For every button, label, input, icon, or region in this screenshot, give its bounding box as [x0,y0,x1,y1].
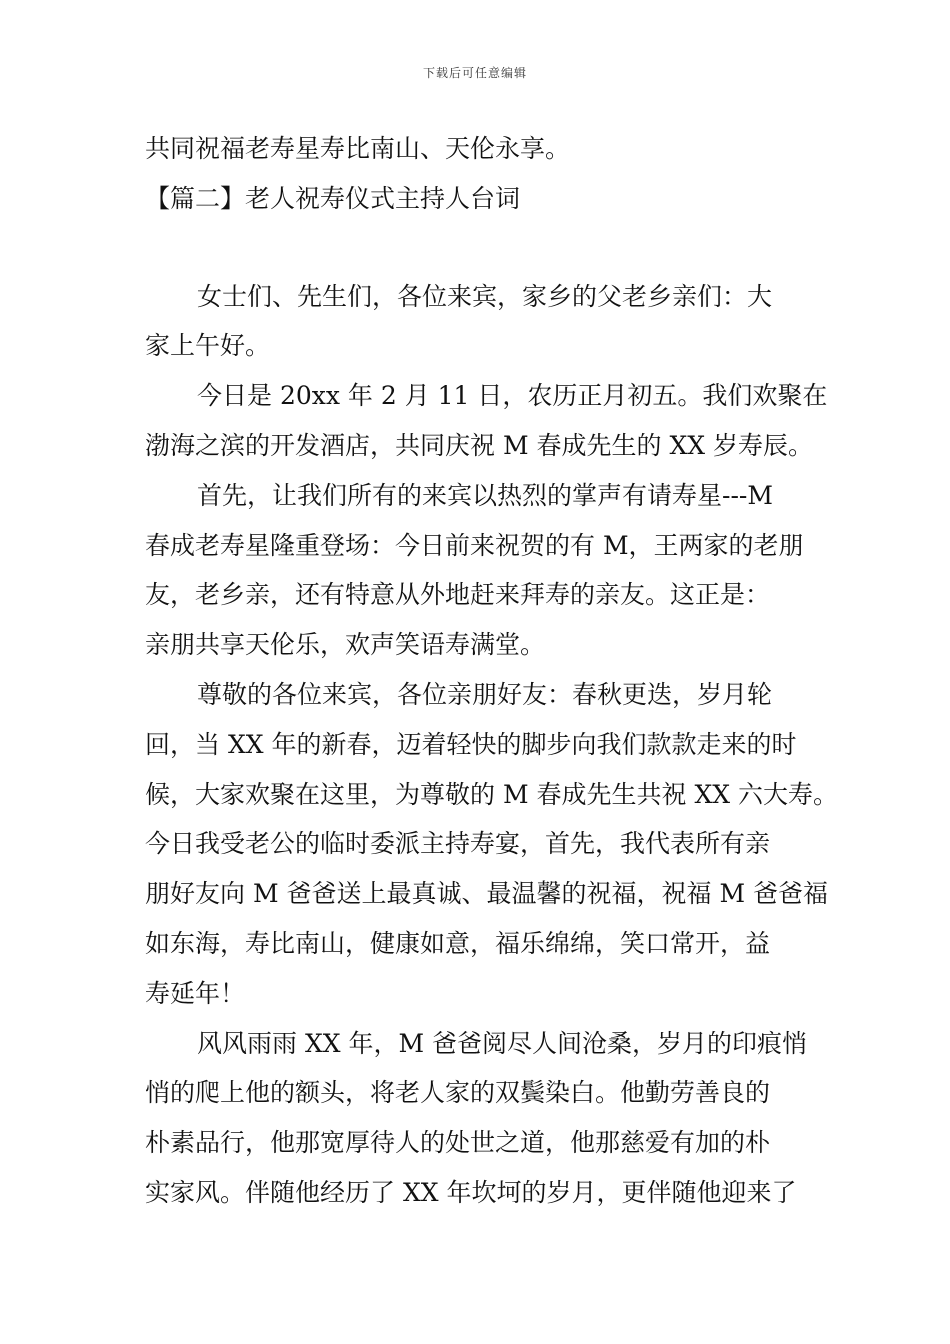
body-line: 家上午好。 [145,331,271,361]
body-line: 亲朋共享天伦乐，欢声笑语寿满堂。 [145,630,546,660]
body-line: 如东海，寿比南山，健康如意，福乐绵绵，笑口常开，益 [145,928,771,958]
body-line: 回，当 XX 年的新春，迈着轻快的脚步向我们款款走来的时 [145,729,797,759]
body-line: 寿延年！ [145,978,246,1008]
body-line: 春成老寿星隆重登场：今日前来祝贺的有 M，王两家的老朋 [145,530,804,560]
body-line: 朴素品行，他那宽厚待人的处世之道，他那慈爱有加的朴 [145,1128,771,1158]
body-line: 共同祝福老寿星寿比南山、天伦永享。 [145,134,571,163]
blank-line [145,224,815,272]
paragraph-start-line: 尊敬的各位来宾，各位亲朋好友：春秋更迭，岁月轮 [197,679,773,709]
body-line: 渤海之滨的开发酒店，共同庆祝 M 春成先生的 XX 岁寿辰。 [145,430,813,460]
section-heading: 【篇二】老人祝寿仪式主持人台词 [145,183,521,213]
body-line: 实家风。伴随他经历了 XX 年坎坷的岁月，更伴随他迎来了 [145,1177,797,1207]
page-header-note: 下载后可任意编辑 [422,66,527,80]
paragraph-start-line: 首先，让我们所有的来宾以热烈的掌声有请寿星---M [197,480,773,510]
body-line: 朋好友向 M 爸爸送上最真诚、最温馨的祝福，祝福 M 爸爸福 [145,879,828,909]
body-line: 友，老乡亲，还有特意从外地赶来拜寿的亲友。这正是： [145,580,771,610]
paragraph-start-line: 风风雨雨 XX 年，M 爸爸阅尽人间沧桑，岁月的印痕悄 [197,1028,808,1058]
paragraph-start-line: 今日是 20xx 年 2 月 11 日，农历正月初五。我们欢聚在 [197,381,828,411]
body-line: 今日我受老公的临时委派主持寿宴，首先，我代表所有亲 [145,829,771,859]
paragraph-start-line: 女士们、先生们，各位来宾，家乡的父老乡亲们：大 [197,281,773,311]
document-body [145,124,838,1218]
body-line: 悄的爬上他的额头，将老人家的双鬓染白。他勤劳善良的 [145,1078,771,1108]
body-line: 候，大家欢聚在这里，为尊敬的 M 春成先生共祝 XX 六大寿。 [145,779,838,809]
